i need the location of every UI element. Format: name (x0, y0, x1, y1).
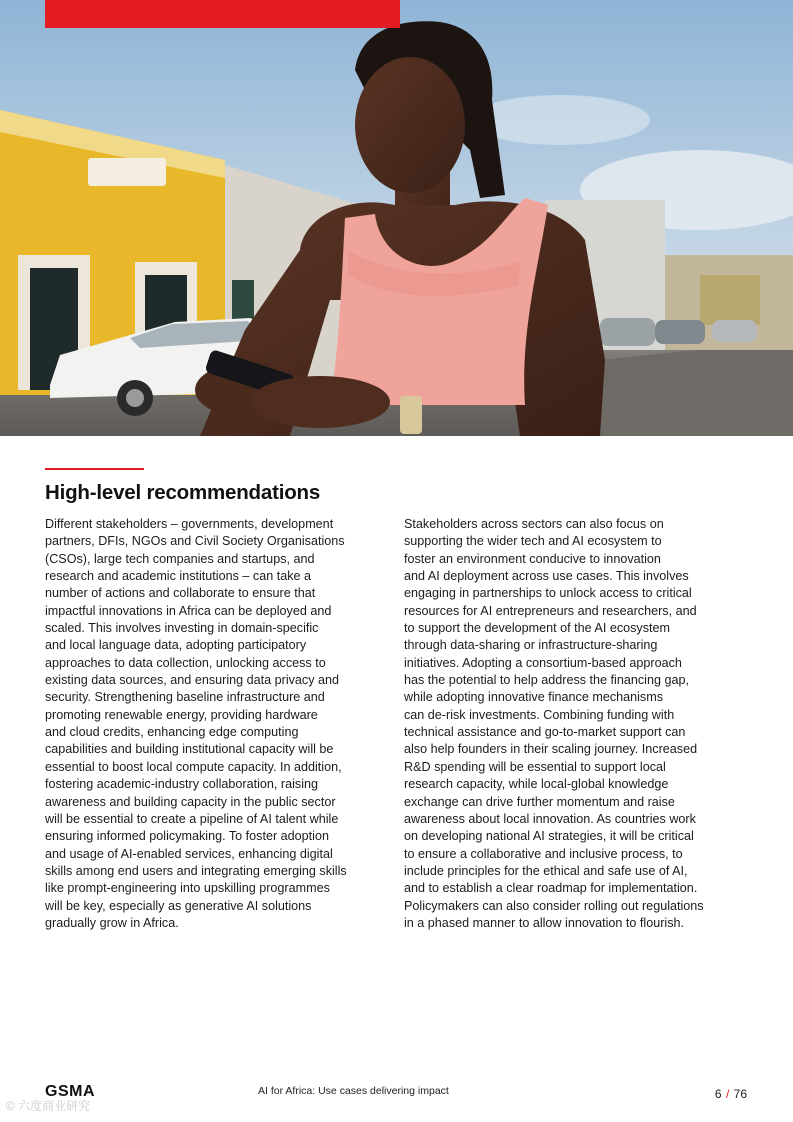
text-line: foster an environment conducive to innovation (404, 551, 661, 566)
text-line: research capacity, while local-global knowledge (404, 777, 669, 792)
text-line: impactful innovations in Africa can be deployed and (45, 603, 332, 618)
text-line: existing data sources, and ensuring data privacy and (45, 673, 340, 688)
text-line: and local language data, adopting participatory (45, 638, 307, 653)
text-line: while adopting innovative finance mechanisms (404, 690, 664, 705)
text-line: Stakeholders across sectors can also focus on (404, 517, 664, 531)
text-line: scaled. This involves investing in domain-specific (45, 621, 319, 636)
gsma-logo-text: GSMA (45, 1083, 95, 1098)
text-line: to support the development of the AI ecosystem (404, 621, 671, 636)
text-line: Policymakers can also consider rolling out regulations (404, 898, 704, 913)
text-line: also help founders in their scaling journey. Increased (404, 742, 698, 757)
text-line: gradually grow in Africa. (45, 915, 179, 930)
text-line: R&D spending will be essential to support local (404, 759, 666, 774)
text-line: through data-sharing or infrastructure-sharing (404, 638, 658, 653)
text-line: initiatives. Adopting a consortium-based approach (404, 655, 682, 670)
page-current: 6 (714, 1087, 722, 1101)
text-line: to ensure a collaborative and inclusive process, to (404, 846, 683, 861)
text-line: has the potential to help address the financing gap, (404, 673, 689, 688)
text-line: ensuring informed policymaking. To foster adoption (45, 829, 329, 844)
hero-photo (0, 0, 793, 436)
text-line: include principles for the ethical and safe use of AI, (404, 863, 688, 878)
page-separator: / (725, 1087, 730, 1101)
text-line: skills among end users and integrating emerging skills (45, 863, 347, 878)
text-line: promoting renewable energy, providing hardware (45, 707, 318, 722)
text-line: technical assistance and go-to-market support can (404, 725, 686, 740)
text-line: essential to boost local compute capacity. In addition, (45, 759, 342, 774)
footer-document-title: AI for Africa: Use cases delivering impact (258, 1085, 449, 1097)
text-line: awareness about local innovation. As countries work (404, 811, 696, 826)
text-line: (CSOs), large tech companies and startups, and (45, 551, 315, 566)
text-line: resources for AI entrepreneurs and researchers, and (404, 603, 697, 618)
text-line: and cloud credits, enhancing edge computing (45, 725, 299, 740)
text-line: and to establish a clear roadmap for implementation. (404, 881, 698, 896)
text-line: like prompt-engineering into upskilling programmes (45, 881, 330, 896)
left-column-text (45, 516, 390, 932)
text-line: in a phased manner to allow innovation to flourish. (404, 915, 685, 930)
text-line: fostering academic-industry collaboration, raising (45, 777, 318, 792)
text-line: Different stakeholders – governments, development (45, 517, 334, 531)
section-divider (45, 468, 144, 470)
page-total: 76 (733, 1087, 747, 1101)
text-line: capabilities and building institutional capacity will be (45, 742, 334, 757)
text-line: security. Strengthening baseline infrastructure and (45, 690, 325, 705)
text-line: partners, DFIs, NGOs and Civil Society Organisations (45, 534, 345, 549)
text-line: will be key, especially as generative AI solutions (45, 898, 312, 913)
text-line: exchange can drive further momentum and raise (404, 794, 675, 809)
right-column-text (404, 516, 750, 932)
text-line: and AI deployment across use cases. This involves (404, 569, 689, 584)
text-line: on developing national AI strategies, it will be critical (404, 829, 694, 844)
text-line: can de-risk investments. Combining funding with (404, 707, 675, 722)
text-line: supporting the wider tech and AI ecosystem to (404, 534, 662, 549)
text-line: awareness and building capacity in the public sector (45, 794, 336, 809)
page-number (715, 1087, 747, 1101)
section-heading: High-level recommendations (45, 481, 321, 504)
text-line: will be essential to create a pipeline of AI talent while (45, 811, 339, 826)
text-line: engaging in partnerships to unlock access to critical (404, 586, 692, 601)
red-header-tab (45, 0, 400, 28)
text-line: and usage of AI-enabled services, enhancing digital (45, 846, 333, 861)
text-line: number of actions and collaborate to ensure that (45, 586, 316, 601)
text-line: research and academic institutions – can take a (45, 569, 312, 584)
watermark: © 六度商业研究 (6, 1099, 91, 1113)
text-line: approaches to data collection, unlocking access to (45, 655, 326, 670)
